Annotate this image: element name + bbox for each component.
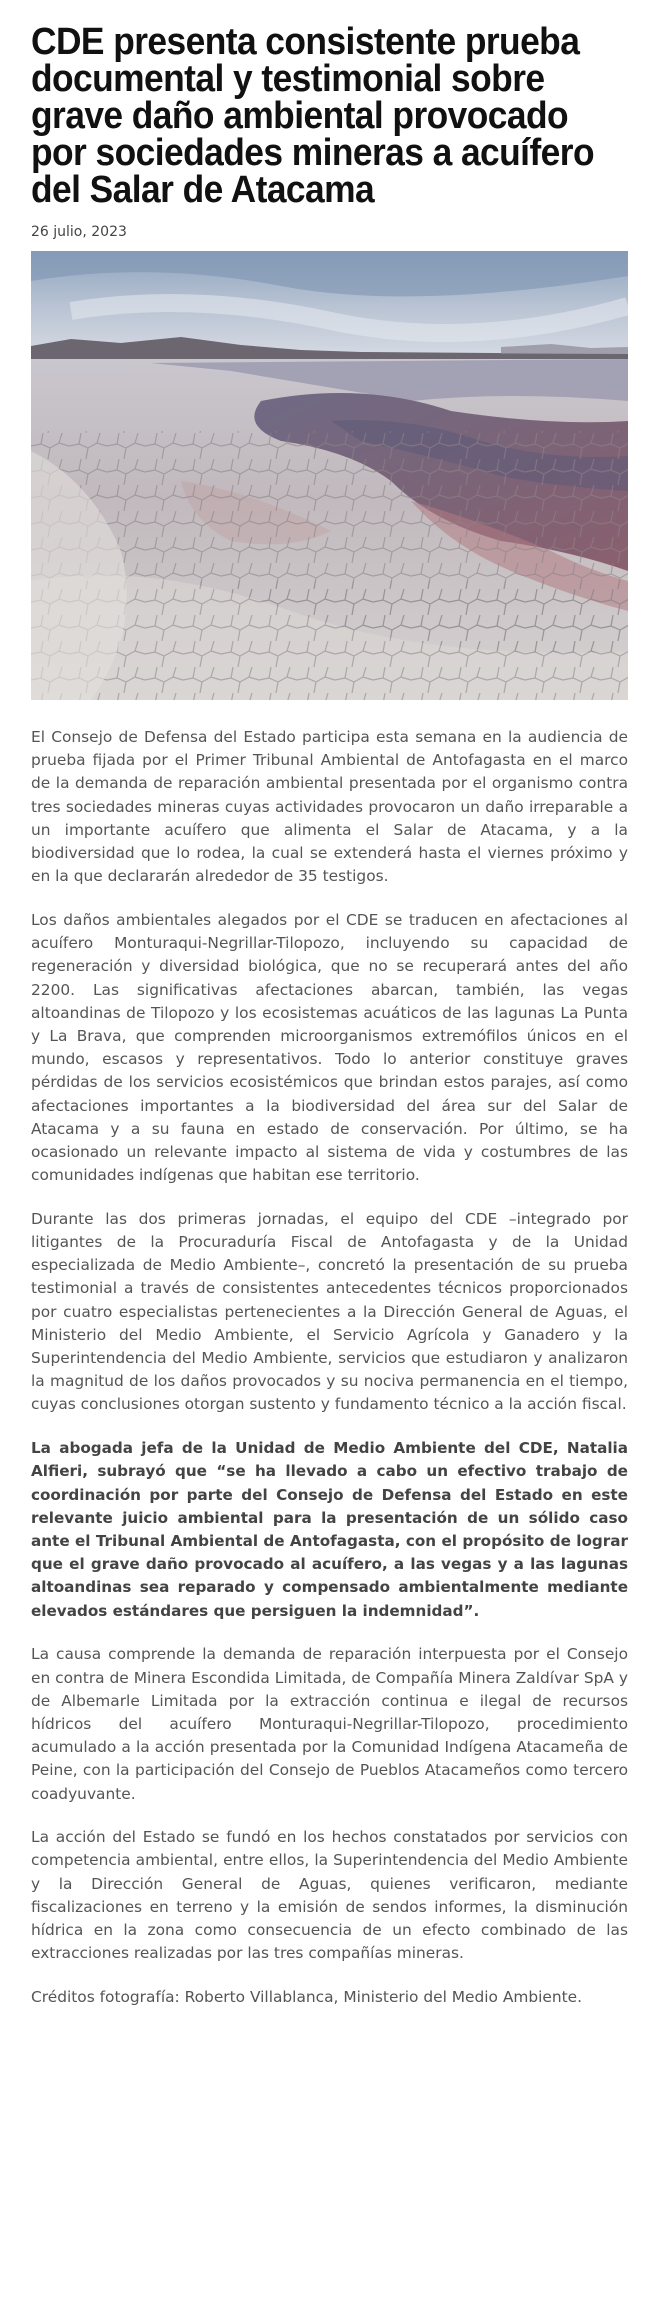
article-date: 26 julio, 2023 [31,224,127,240]
salt-flat-image [31,251,628,700]
salar-photo [31,251,628,700]
news-article [31,0,628,2030]
quote-paragraph: La abogada jefa de la Unidad de Medio Ambiente del CDE, Natalia Alfieri, subrayó que “se ha llevado a cabo un efectivo trabajo de coordinación por parte del Consejo de Defensa del Estado en este relevante juicio ambiental para la presentación de un sólido caso ante el Tribunal Ambiental de Antofagasta, con el propósito de lograr que el grave daño provocado al acuífero, a las vegas y a las lagunas altoandinas sea reparado y compensado ambientalmente mediante elevados estándares que persiguen la indemnidad”. [31,1439,628,1620]
article-paragraph: La acción del Estado se fundó en los hechos constatados por servicios con competencia ambiental, entre ellos, la Superintendencia del Medio Ambiente y la Dirección General de Aguas, quienes verificaron, mediante fiscalizaciones en terreno y la emisión de sendos informes, la disminución hídrica en la zona como consecuencia de un efecto combinado de las extracciones realizadas por las tres compañías mineras. [31,1828,628,1963]
article-paragraph: La causa comprende la demanda de reparación interpuesta por el Consejo en contra de Minera Escondida Limitada, de Compañía Minera Zaldívar SpA y de Albemarle Limitada por la extracción continua e ilegal de recursos hídricos del acuífero Monturaqui-Negrillar-Tilopozo, procedimiento acumulado a la acción presentada por la Comunidad Indígena Atacameña de Peine, con la participación del Consejo de Pueblos Atacameños como tercero coadyuvante. [31,1645,628,1803]
article-paragraph: Durante las dos primeras jornadas, el equipo del CDE –integrado por litigantes de la Procuraduría Fiscal de Antofagasta y de la Unidad especializada de Medio Ambiente–, concretó la presentación de su prueba testimonial a través de consistentes antecedentes técnicos proporcionados por cuatro especialistas pertenecientes a la Dirección General de Aguas, el Ministerio del Medio Ambiente, el Servicio Agrícola y Ganadero y la Superintendencia del Medio Ambiente, servicios que estudiaron y analizaron la magnitud de los daños provocados y su nociva permanencia en el tiempo, cuyas conclusiones otorgan sustento y fundamento técnico a la acción fiscal. [31,1209,628,1414]
article-body [31,726,628,2009]
photo-credits: Créditos fotografía: Roberto Villablanca, Ministerio del Medio Ambiente. [31,1987,583,2006]
article-title: CDE presenta consistente prueba documental y testimonial sobre grave daño ambiental provocado por sociedades mineras a acuífero del Salar de Atacama [31,21,594,211]
article-paragraph: Los daños ambientales alegados por el CDE se traducen en afectaciones al acuífero Monturaqui-Negrillar-Tilopozo, incluyendo su capacidad de regeneración y diversidad biológica, que no se recuperará antes del año 2200. Las significativas afectaciones abarcan, también, las vegas altoandinas de Tilopozo y los ecosistemas acuáticos de las lagunas La Punta y La Brava, que comprenden microorganismos extremófilos únicos en el mundo, escasos y representativos. Todo lo anterior constituye graves pérdidas de los servicios ecosistémicos que brindan estos parajes, así como afectaciones importantes a la biodiversidad del área sur del Salar de Atacama y a su fauna en estado de conservación. Por último, se ha ocasionado un relevante impacto al sistema de vida y costumbres de las comunidades indígenas que habitan ese territorio. [31,910,628,1185]
article-paragraph: El Consejo de Defensa del Estado participa esta semana en la audiencia de prueba fijada por el Primer Tribunal Ambiental de Antofagasta en el marco de la demanda de reparación ambiental presentada por el organismo contra tres sociedades mineras cuyas actividades provocaron un daño irreparable a un importante acuífero que alimenta el Salar de Atacama, y a la biodiversidad que lo rodea, la cual se extenderá hasta el viernes próximo y en la que declararán alrededor de 35 testigos. [31,728,628,886]
